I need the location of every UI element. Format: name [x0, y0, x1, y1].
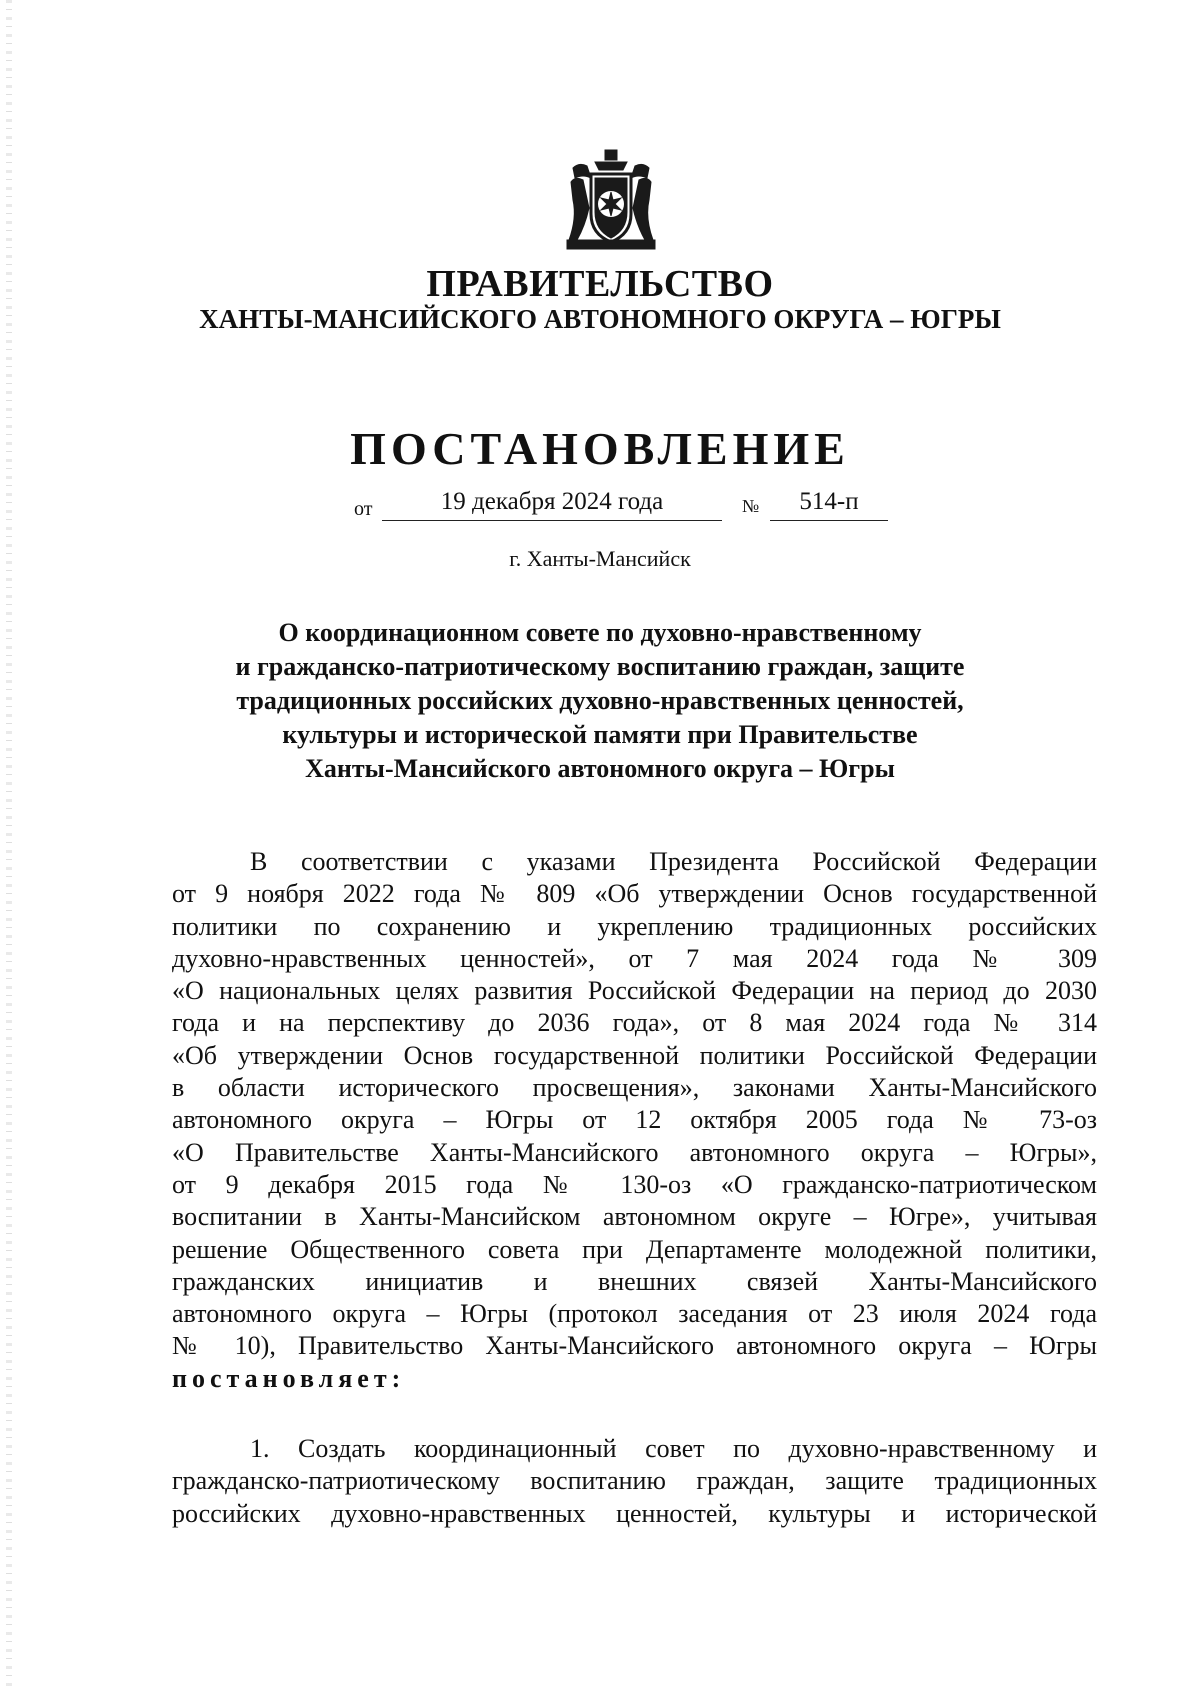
- body-line: 1. Создать координационный совет по духовно-нравственному и: [250, 1434, 1097, 1463]
- body-line: от 9 декабря 2015 года № 130-оз «О гражданско-патриотическом: [172, 1169, 1097, 1199]
- body-line: автономного округа – Югры от 12 октября 2005 года № 73-оз: [172, 1105, 1097, 1135]
- document-number: 514-п: [770, 488, 888, 521]
- subject-line: и гражданско-патриотическому воспитанию граждан, защите: [235, 652, 965, 681]
- preamble-paragraph: [172, 846, 1097, 1395]
- body-line: духовно-нравственных ценностей», от 7 мая 2024 года № 309: [172, 943, 1097, 973]
- body-line: воспитании в Ханты-Мансийском автономном округе – Югре», учитывая: [172, 1202, 1097, 1232]
- body-line: «О национальных целях развития Российской Федерации на период до 2030: [172, 976, 1097, 1006]
- region-title: ХАНТЫ-МАНСИЙСКОГО АВТОНОМНОГО ОКРУГА – ЮГРЫ: [199, 304, 1001, 334]
- document-subject: [0, 616, 1200, 786]
- body-line: решение Общественного совета при Департаменте молодежной политики,: [172, 1234, 1097, 1264]
- body-line: гражданско-патриотическому воспитанию граждан, защите традиционных: [172, 1466, 1097, 1496]
- item-1-paragraph: [172, 1433, 1097, 1530]
- document-date: 19 декабря 2024 года: [382, 488, 722, 521]
- body-line: года и на перспективу до 2036 года», от 8 мая 2024 года № 314: [172, 1008, 1097, 1038]
- body-line: в области исторического просвещения», законами Ханты-Мансийского: [172, 1073, 1097, 1103]
- subject-line: О координационном совете по духовно-нравственному: [278, 618, 922, 647]
- body-line: российских духовно-нравственных ценностей, культуры и исторической: [172, 1498, 1097, 1528]
- city: г. Ханты-Мансийск: [509, 546, 691, 571]
- subject-line: традиционных российских духовно-нравственных ценностей,: [236, 686, 964, 715]
- date-prefix: от: [354, 498, 373, 520]
- coat-of-arms-icon: [565, 148, 657, 252]
- body-line: «Об утверждении Основ государственной политики Российской Федерации: [172, 1040, 1097, 1070]
- body-line: «О Правительстве Ханты-Мансийского автономного округа – Югры»,: [172, 1137, 1097, 1167]
- scan-edge: [6, 0, 12, 1686]
- body-line: В соответствии с указами Президента Российской Федерации: [250, 847, 1097, 876]
- document-type: ПОСТАНОВЛЕНИЕ: [350, 423, 850, 474]
- body-line: от 9 ноября 2022 года № 809 «Об утверждении Основ государственной: [172, 879, 1097, 909]
- body-line: № 10), Правительство Ханты-Мансийского автономного округа – Югры: [172, 1331, 1097, 1361]
- government-title: ПРАВИТЕЛЬСТВО: [426, 263, 774, 305]
- subject-line: Ханты-Мансийского автономного округа – Югры: [305, 754, 895, 783]
- document-meta: [0, 488, 1200, 528]
- resolves-word: постановляет:: [172, 1363, 406, 1393]
- number-prefix: №: [742, 496, 760, 516]
- subject-line: культуры и исторической памяти при Правительстве: [282, 720, 918, 749]
- body-line: автономного округа – Югры (протокол заседания от 23 июля 2024 года: [172, 1299, 1097, 1329]
- body-line: политики по сохранению и укреплению традиционных российских: [172, 911, 1097, 941]
- body-line: гражданских инициатив и внешних связей Ханты-Мансийского: [172, 1266, 1097, 1296]
